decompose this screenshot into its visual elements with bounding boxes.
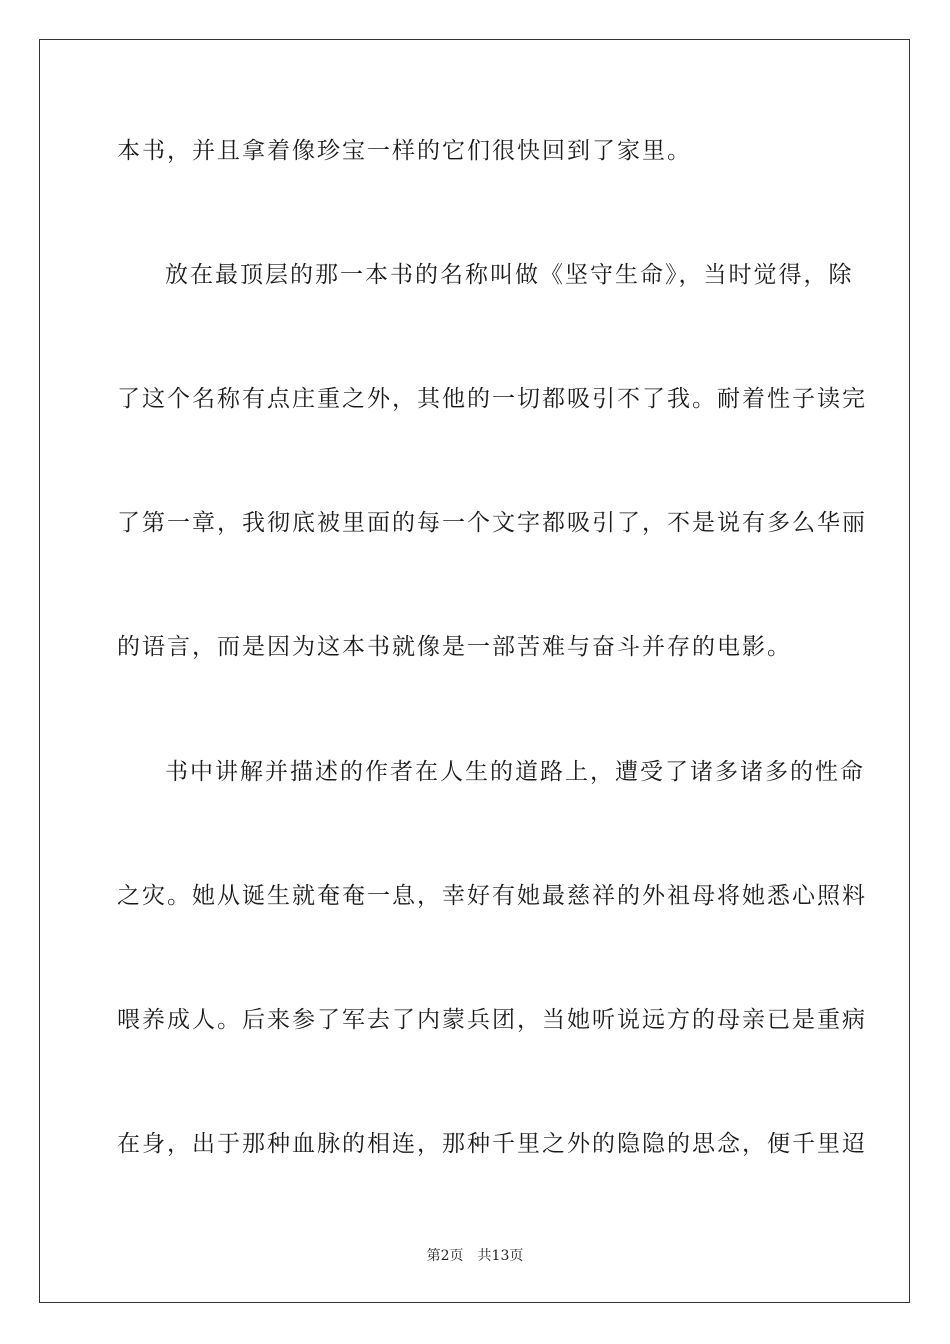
text-line: 之灾。她从诞生就奄奄一息，幸好有她最慈祥的外祖母将她悉心照料 bbox=[117, 883, 867, 909]
page-number: 第2页 bbox=[426, 1248, 464, 1264]
page-border bbox=[39, 39, 910, 1303]
text-line: 了第一章，我彻底被里面的每一个文字都吸引了，不是说有多么华丽 bbox=[117, 510, 867, 536]
page-total: 共13页 bbox=[477, 1248, 524, 1264]
text-line: 了这个名称有点庄重之外，其他的一切都吸引不了我。耐着性子读完 bbox=[117, 386, 867, 412]
text-line: 的语言，而是因为这本书就像是一部苦难与奋斗并存的电影。 bbox=[117, 634, 792, 660]
text-line: 在身，出于那种血脉的相连，那种千里之外的隐隐的思念，便千里迢 bbox=[117, 1131, 867, 1157]
text-line: 本书，并且拿着像珍宝一样的它们很快回到了家里。 bbox=[117, 138, 692, 164]
text-line: 放在最顶层的那一本书的名称叫做《坚守生命》，当时觉得，除 bbox=[165, 262, 854, 288]
text-line: 喂养成人。后来参了军去了内蒙兵团，当她听说远方的母亲已是重病 bbox=[117, 1007, 867, 1033]
page-footer bbox=[0, 1246, 950, 1266]
text-line: 书中讲解并描述的作者在人生的道路上，遭受了诸多诸多的性命 bbox=[165, 759, 865, 785]
